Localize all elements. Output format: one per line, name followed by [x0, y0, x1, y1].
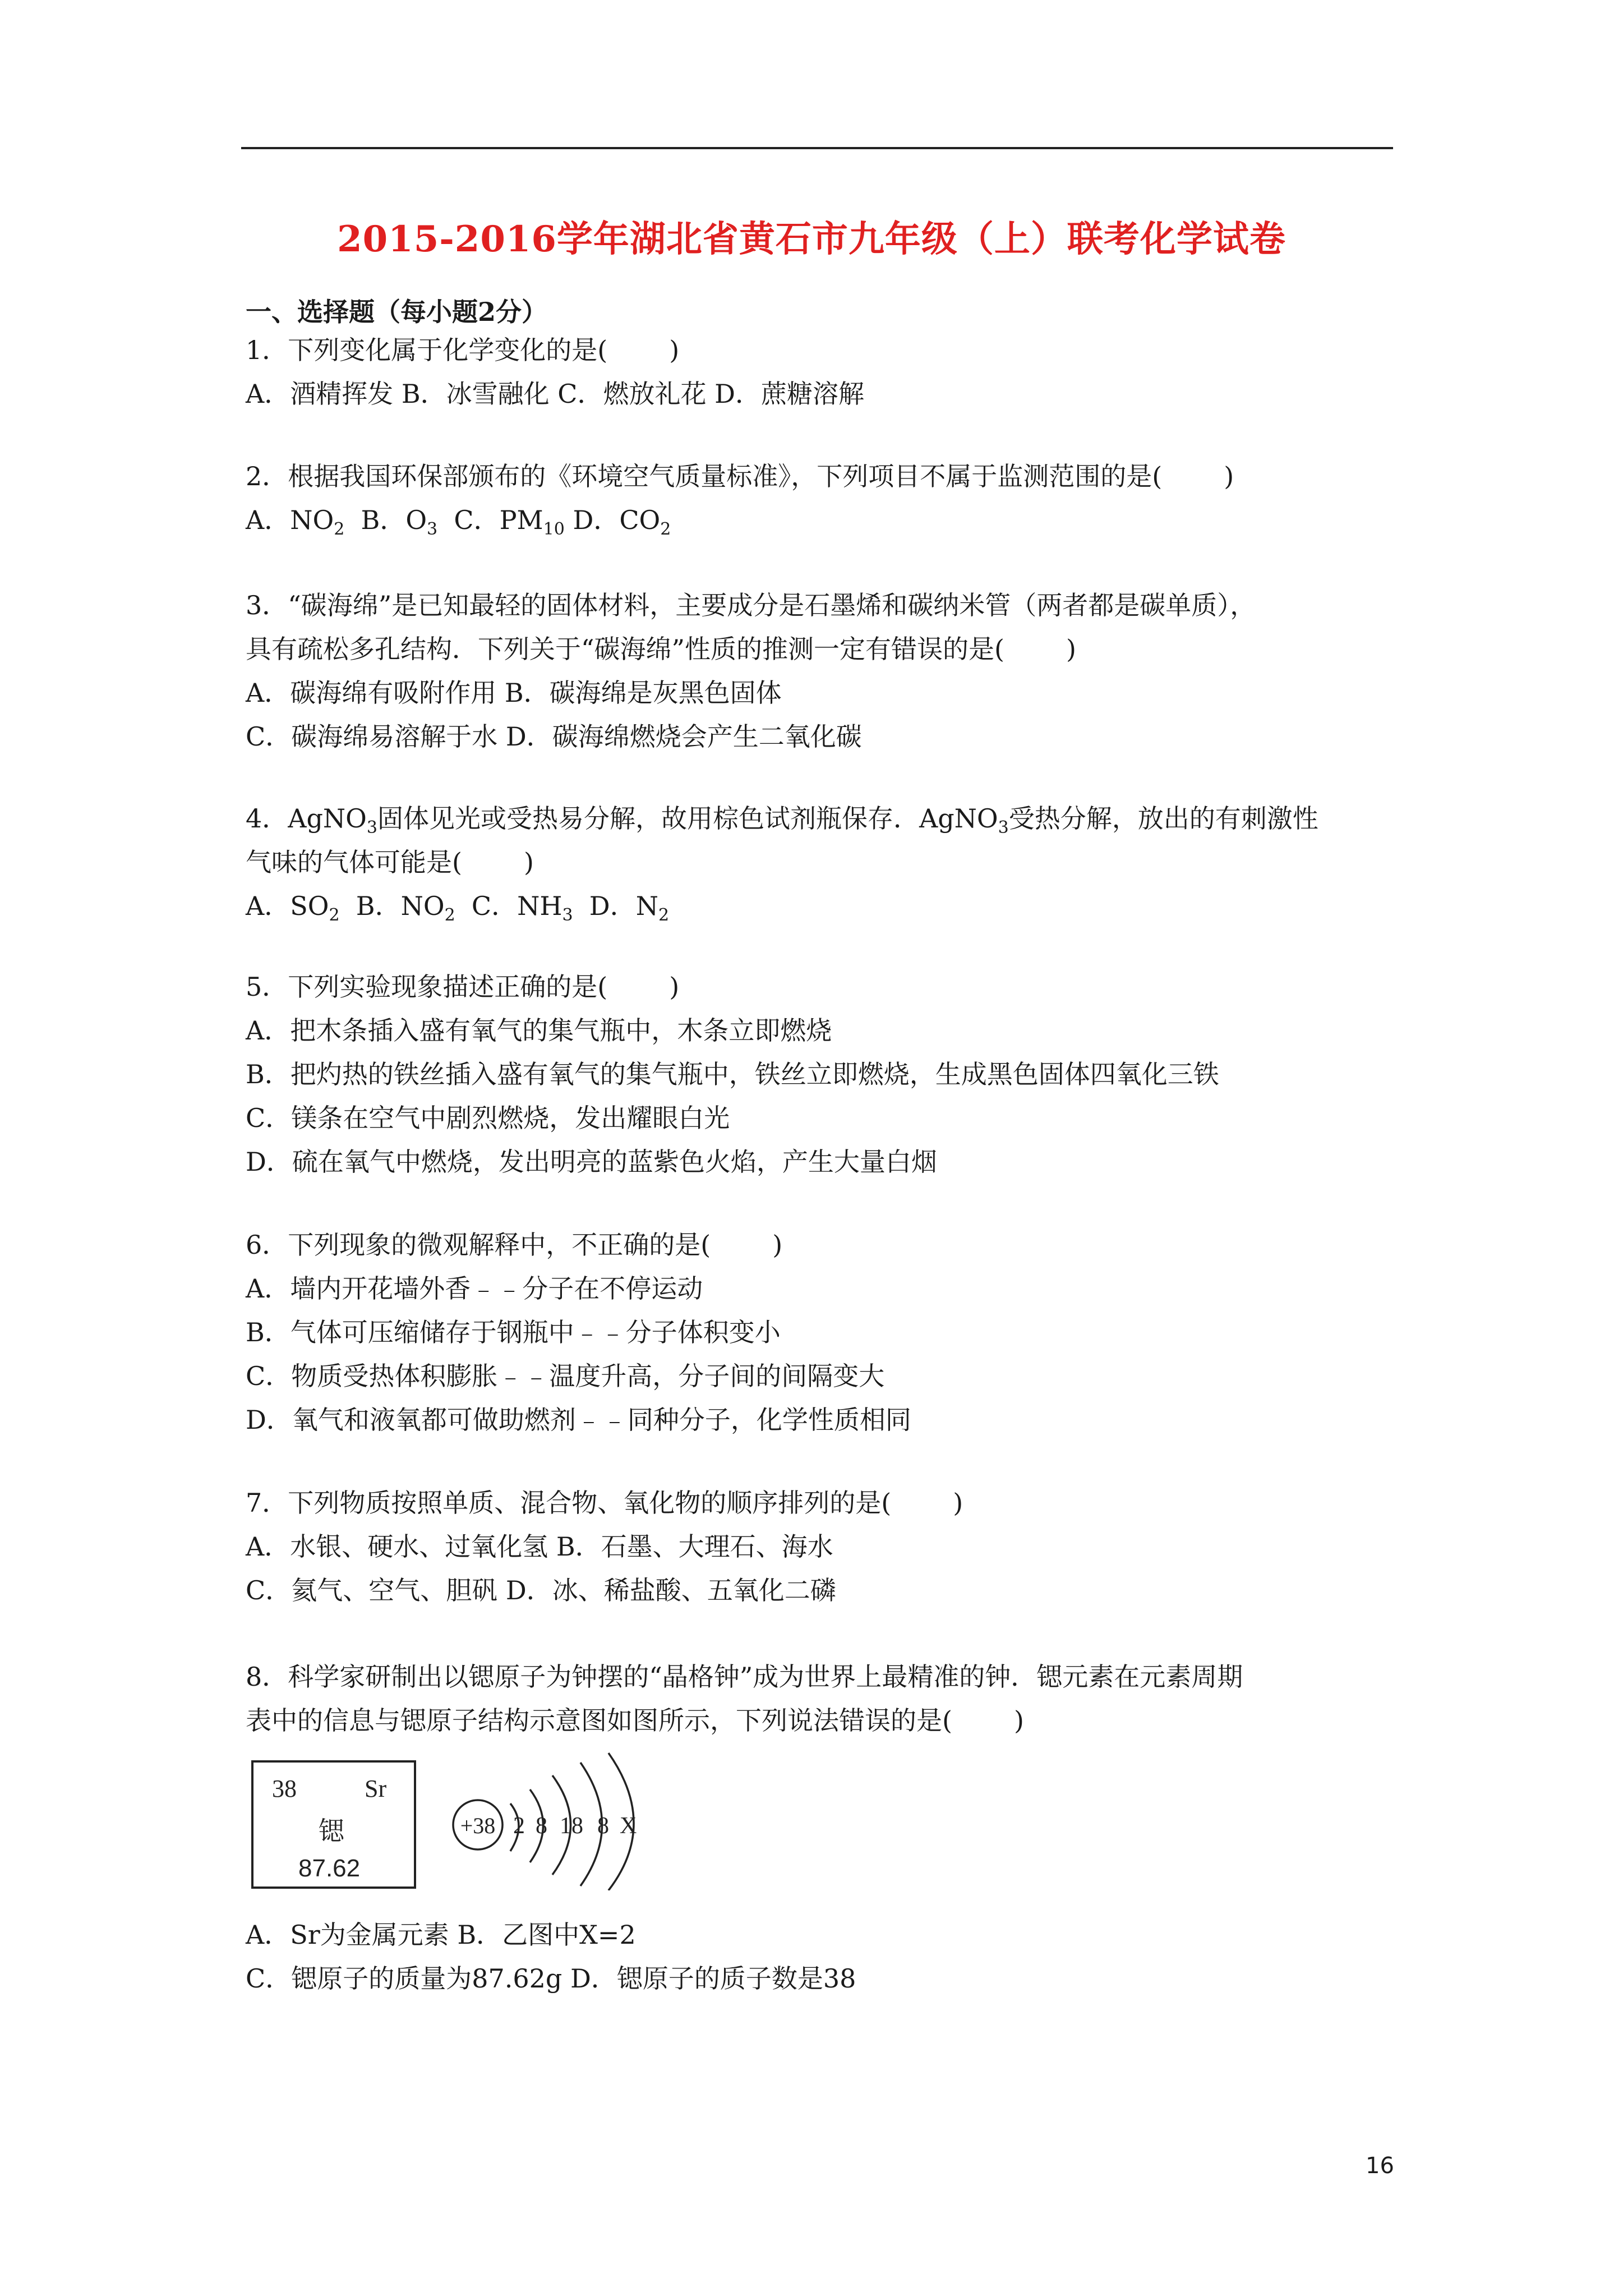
q6-option-d: D．氧气和液氧都可做助燃剂﹣﹣同种分子，化学性质相同	[246, 1405, 911, 1435]
q4-bracket: )	[523, 847, 534, 877]
question-4	[246, 797, 1401, 928]
q8-options-1: A．Sr为金属元素 B．乙图中X=2	[246, 1920, 636, 1950]
q2-option-a: A．NO	[246, 505, 334, 535]
strontium-figure	[247, 1750, 673, 1890]
q8-options-2: C．锶原子的质量为87.62g D．锶原子的质子数是38	[246, 1963, 856, 1994]
q6-option-a: A．墙内开花墙外香﹣﹣分子在不停运动	[246, 1273, 703, 1304]
q8-bracket: )	[1013, 1705, 1024, 1736]
q4-stem-a-sub: 3	[366, 818, 377, 838]
q2-option-c-sub: 10	[543, 519, 565, 539]
question-6	[246, 1223, 1401, 1442]
q6-bracket: )	[772, 1230, 783, 1260]
q4-option-a-sub: 2	[329, 905, 340, 925]
q2-option-d: D．CO	[564, 505, 661, 535]
q6-option-b: B．气体可压缩储存于钢瓶中﹣﹣分子体积变小	[246, 1317, 781, 1347]
shell-electrons-3: 18	[560, 1813, 583, 1839]
header-rule	[241, 147, 1393, 149]
q2-option-c: C．PM	[437, 505, 543, 535]
q2-option-d-sub: 2	[660, 519, 671, 539]
q4-option-c-sub: 3	[562, 905, 573, 925]
question-5	[246, 965, 1401, 1184]
q1-options: A．酒精挥发 B．冰雪融化 C．燃放礼花 D．蔗糖溶解	[246, 379, 864, 409]
question-1	[246, 328, 1401, 416]
q4-stem-line2: 气味的气体可能是(	[246, 847, 462, 877]
q2-stem: 2．根据我国环保部颁布的《环境空气质量标准》，下列项目不属于监测范围的是(	[246, 461, 1163, 491]
q5-bracket: )	[669, 972, 680, 1002]
q8-stem-line2: 表中的信息与锶原子结构示意图如图所示，下列说法错误的是(	[246, 1705, 952, 1736]
q5-stem: 5．下列实验现象描述正确的是(	[246, 972, 608, 1002]
q4-option-d: D．N	[573, 891, 658, 921]
q4-option-d-sub: 2	[658, 905, 670, 925]
section-heading: 一、选择题（每小题2分）	[246, 297, 548, 327]
question-7	[246, 1481, 1401, 1612]
q4-stem-c: 受热分解，放出的有刺激性	[1008, 803, 1318, 834]
q5-option-d: D．硫在氧气中燃烧，发出明亮的蓝紫色火焰，产生大量白烟	[246, 1147, 937, 1177]
q3-stem-line1: 3．“碳海绵”是已知最轻的固体材料，主要成分是石墨烯和碳纳米管（两者都是碳单质），	[246, 590, 1256, 620]
q2-option-b-sub: 3	[427, 519, 438, 539]
q2-option-b: B．O	[344, 505, 427, 535]
q7-stem: 7．下列物质按照单质、混合物、氧化物的顺序排列的是(	[246, 1488, 892, 1518]
element-name: 锶	[319, 1816, 344, 1846]
q1-bracket: )	[669, 335, 680, 365]
q7-bracket: )	[953, 1488, 963, 1518]
shell-electrons-1: 2	[513, 1813, 525, 1839]
q1-stem: 1．下列变化属于化学变化的是(	[246, 335, 608, 365]
q3-bracket: )	[1066, 634, 1076, 664]
q6-stem: 6．下列现象的微观解释中，不正确的是(	[246, 1230, 711, 1260]
q4-option-c: C．NH	[455, 891, 562, 921]
q5-option-b: B．把灼热的铁丝插入盛有氧气的集气瓶中，铁丝立即燃烧，生成黑色固体四氧化三铁	[246, 1059, 1219, 1089]
question-8	[246, 1655, 1401, 1742]
q6-option-c: C．物质受热体积膨胀﹣﹣温度升高，分子间的间隔变大	[246, 1361, 885, 1391]
q2-option-a-sub: 2	[334, 519, 345, 539]
q4-option-b-sub: 2	[444, 905, 455, 925]
q4-stem-a: 4．AgNO	[246, 803, 367, 834]
q7-options-1: A．水银、硬水、过氧化氢 B．石墨、大理石、海水	[246, 1531, 833, 1562]
question-3	[246, 583, 1401, 758]
q7-options-2: C．氦气、空气、胆矾 D．冰、稀盐酸、五氧化二磷	[246, 1575, 836, 1605]
q4-stem-b-sub: 3	[998, 818, 1009, 838]
nucleus-charge: +38	[460, 1813, 496, 1838]
q5-option-a: A．把木条插入盛有氧气的集气瓶中，木条立即燃烧	[246, 1015, 832, 1046]
question-2	[246, 454, 1401, 542]
element-mass: 87.62	[298, 1855, 361, 1882]
q4-option-a: A．SO	[246, 891, 329, 921]
q4-options	[246, 884, 1401, 928]
element-number: 38	[272, 1775, 297, 1802]
q3-options-2: C．碳海绵易溶解于水 D．碳海绵燃烧会产生二氧化碳	[246, 721, 862, 752]
shell-electrons-5: X	[620, 1813, 637, 1839]
q4-stem-b: 固体见光或受热易分解，故用棕色试剂瓶保存．AgNO	[377, 803, 998, 834]
question-8-options	[246, 1913, 1401, 2000]
element-symbol: Sr	[365, 1775, 387, 1802]
q4-option-b: B．NO	[339, 891, 445, 921]
page-number: 16	[1366, 2153, 1394, 2179]
q3-options-1: A．碳海绵有吸附作用 B．碳海绵是灰黑色固体	[246, 678, 782, 708]
shell-electrons-2: 8	[536, 1813, 547, 1839]
q8-stem-line1: 8．科学家研制出以锶原子为钟摆的“晶格钟”成为世界上最精准的钟．锶元素在元素周期	[246, 1662, 1243, 1692]
page-title: 2015-2016学年湖北省黄石市九年级（上）联考化学试卷	[337, 218, 1286, 260]
q3-stem-line2: 具有疏松多孔结构．下列关于“碳海绵”性质的推测一定有错误的是(	[246, 634, 1004, 664]
q2-options	[246, 498, 1401, 542]
q5-option-c: C．镁条在空气中剧烈燃烧，发出耀眼白光	[246, 1103, 730, 1133]
shell-electrons-4: 8	[597, 1813, 609, 1839]
q2-bracket: )	[1224, 461, 1234, 491]
